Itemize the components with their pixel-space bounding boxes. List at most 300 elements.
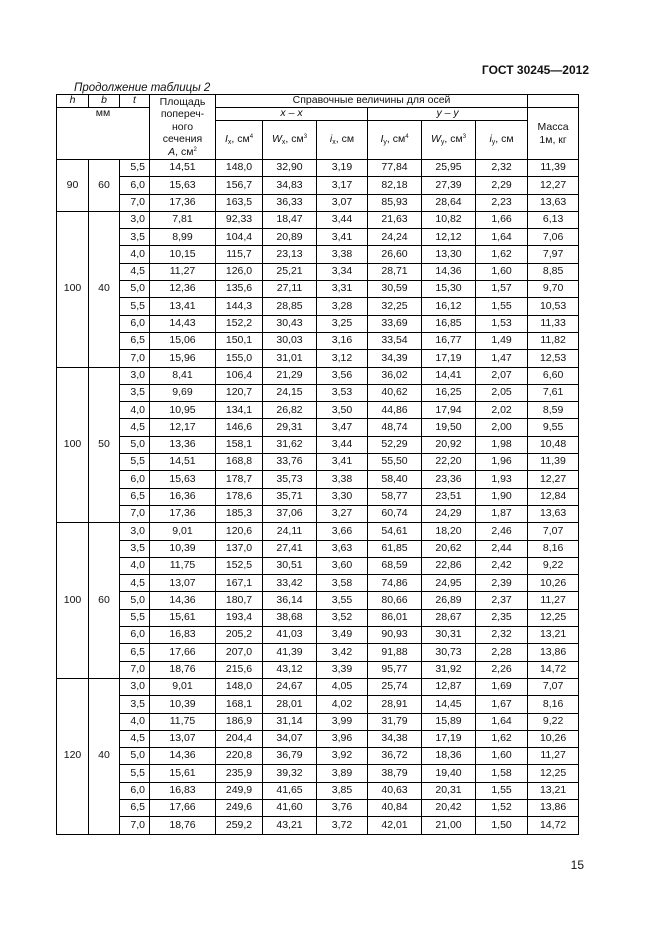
cell-wx: 24,11 (263, 523, 317, 540)
cell-rx: 3,17 (317, 177, 368, 194)
cell-wx: 28,01 (263, 696, 317, 713)
col-ry-header (476, 121, 528, 160)
cell-wy: 30,73 (422, 644, 476, 661)
cell-wy: 17,94 (422, 402, 476, 419)
cell-area: 11,75 (150, 557, 216, 574)
cell-b: 60 (89, 160, 120, 212)
cell-mass: 11,39 (528, 454, 579, 471)
cell-mass: 12,27 (528, 177, 579, 194)
cell-ry: 1,90 (476, 488, 528, 505)
table-row (57, 817, 579, 834)
cell-t: 7,0 (120, 817, 150, 834)
area-label-line1: Площадь (159, 95, 206, 108)
cell-ry: 1,64 (476, 229, 528, 246)
cell-wy: 22,86 (422, 557, 476, 574)
document-code: ГОСТ 30245—2012 (481, 63, 589, 77)
cell-ry: 2,05 (476, 384, 528, 401)
cell-t: 5,0 (120, 748, 150, 765)
cell-ix: 115,7 (216, 246, 263, 263)
cell-wx: 36,14 (263, 592, 317, 609)
cell-ix: 146,6 (216, 419, 263, 436)
col-b-header: b (89, 95, 120, 108)
cell-iy: 86,01 (368, 609, 422, 626)
cell-rx: 3,19 (317, 160, 368, 177)
cell-wx: 34,83 (263, 177, 317, 194)
cell-rx: 3,28 (317, 298, 368, 315)
iy-symbol: I (380, 133, 384, 146)
table-row (57, 402, 579, 419)
cell-ix: 168,8 (216, 454, 263, 471)
col-iy-header (368, 121, 422, 160)
cell-ix: 120,6 (216, 523, 263, 540)
cell-area: 13,07 (150, 730, 216, 747)
cell-ry: 2,28 (476, 644, 528, 661)
cell-h: 120 (57, 678, 89, 834)
cell-mass: 8,16 (528, 696, 579, 713)
cell-t: 6,0 (120, 177, 150, 194)
table-row (57, 229, 579, 246)
cell-ry: 2,39 (476, 575, 528, 592)
cell-h: 100 (57, 523, 89, 679)
cell-rx: 4,05 (317, 678, 368, 695)
cell-b: 40 (89, 211, 120, 367)
cell-wy: 23,51 (422, 488, 476, 505)
cell-mass: 7,07 (528, 678, 579, 695)
cell-ry: 1,50 (476, 817, 528, 834)
cell-iy: 26,60 (368, 246, 422, 263)
cell-wy: 20,62 (422, 540, 476, 557)
table-row (57, 627, 579, 644)
cell-area: 17,36 (150, 194, 216, 211)
col-wx-header (263, 121, 317, 160)
cell-rx: 3,39 (317, 661, 368, 678)
cell-wy: 28,67 (422, 609, 476, 626)
cell-mass: 8,59 (528, 402, 579, 419)
cell-iy: 28,91 (368, 696, 422, 713)
cell-mass: 13,86 (528, 799, 579, 816)
cell-ry: 1,62 (476, 246, 528, 263)
cell-ix: 120,7 (216, 384, 263, 401)
table-row (57, 350, 579, 367)
cell-ry: 2,29 (476, 177, 528, 194)
cell-wy: 12,12 (422, 229, 476, 246)
cell-t: 6,0 (120, 471, 150, 488)
table-row (57, 211, 579, 228)
cell-wy: 16,85 (422, 315, 476, 332)
cell-t: 5,0 (120, 281, 150, 298)
cell-iy: 28,71 (368, 263, 422, 280)
col-area-header (150, 95, 216, 160)
cell-t: 6,0 (120, 315, 150, 332)
cell-iy: 40,62 (368, 384, 422, 401)
reference-values-header: Справочные величины для осей (216, 95, 528, 108)
cell-wx: 27,41 (263, 540, 317, 557)
cell-t: 6,0 (120, 782, 150, 799)
wy-symbol: W (430, 133, 441, 146)
area-unit-sup: 2 (193, 146, 197, 153)
cell-b: 50 (89, 367, 120, 523)
cell-area: 18,76 (150, 661, 216, 678)
cell-iy: 30,59 (368, 281, 422, 298)
cell-t: 3,0 (120, 523, 150, 540)
cell-ry: 1,55 (476, 782, 528, 799)
col-ix-header (216, 121, 263, 160)
cell-rx: 4,02 (317, 696, 368, 713)
iy-sup: 4 (405, 134, 409, 141)
cell-wx: 27,11 (263, 281, 317, 298)
cell-t: 3,0 (120, 367, 150, 384)
wy-sub: y (440, 139, 445, 147)
table-row (57, 557, 579, 574)
cell-area: 9,01 (150, 523, 216, 540)
iy-sub: y (383, 139, 387, 147)
cell-area: 14,51 (150, 454, 216, 471)
cell-iy: 33,69 (368, 315, 422, 332)
cell-rx: 3,38 (317, 471, 368, 488)
cell-rx: 3,50 (317, 402, 368, 419)
cell-area: 12,36 (150, 281, 216, 298)
cell-ry: 1,66 (476, 211, 528, 228)
cell-ix: 193,4 (216, 609, 263, 626)
cell-rx: 3,72 (317, 817, 368, 834)
area-unit: , см (175, 145, 194, 158)
cell-t: 4,0 (120, 402, 150, 419)
cell-b: 60 (89, 523, 120, 679)
ix-sub: x (227, 139, 232, 147)
cell-rx: 3,25 (317, 315, 368, 332)
cell-rx: 3,49 (317, 627, 368, 644)
cell-wx: 30,43 (263, 315, 317, 332)
cell-rx: 3,34 (317, 263, 368, 280)
table-body (57, 160, 579, 835)
cell-rx: 3,92 (317, 748, 368, 765)
cell-mass: 14,72 (528, 661, 579, 678)
ry-symbol: i (489, 133, 492, 146)
cell-iy: 54,61 (368, 523, 422, 540)
cell-ix: 106,4 (216, 367, 263, 384)
cell-mass: 12,25 (528, 609, 579, 626)
cell-rx: 3,99 (317, 713, 368, 730)
cell-iy: 58,77 (368, 488, 422, 505)
cell-ix: 156,7 (216, 177, 263, 194)
table-row (57, 678, 579, 695)
cell-iy: 34,39 (368, 350, 422, 367)
cell-ix: 215,6 (216, 661, 263, 678)
cell-iy: 21,63 (368, 211, 422, 228)
cell-ry: 2,32 (476, 627, 528, 644)
cell-wy: 25,95 (422, 160, 476, 177)
col-rx-header (317, 121, 368, 160)
cell-iy: 61,85 (368, 540, 422, 557)
cell-area: 8,41 (150, 367, 216, 384)
cell-area: 15,63 (150, 177, 216, 194)
unit-mm-header: мм (57, 108, 150, 160)
table-row (57, 713, 579, 730)
cell-area: 15,06 (150, 332, 216, 349)
cell-t: 4,5 (120, 419, 150, 436)
table-row (57, 609, 579, 626)
cell-ry: 2,46 (476, 523, 528, 540)
cell-rx: 3,44 (317, 436, 368, 453)
cell-ry: 1,58 (476, 765, 528, 782)
cell-ix: 137,0 (216, 540, 263, 557)
cell-iy: 36,72 (368, 748, 422, 765)
cell-mass: 11,33 (528, 315, 579, 332)
cell-t: 4,0 (120, 557, 150, 574)
table-caption: Продолжение таблицы 2 (74, 82, 211, 94)
cell-ix: 158,1 (216, 436, 263, 453)
cell-wx: 41,65 (263, 782, 317, 799)
cell-wy: 24,29 (422, 505, 476, 522)
cell-wy: 20,92 (422, 436, 476, 453)
cell-t: 6,5 (120, 799, 150, 816)
cell-wy: 30,31 (422, 627, 476, 644)
table-row (57, 765, 579, 782)
cell-ry: 2,02 (476, 402, 528, 419)
cell-wy: 19,40 (422, 765, 476, 782)
cell-ry: 2,26 (476, 661, 528, 678)
cell-wx: 35,71 (263, 488, 317, 505)
table-row (57, 367, 579, 384)
cell-wx: 32,90 (263, 160, 317, 177)
ry-unit: , см (495, 133, 514, 146)
cell-ix: 178,6 (216, 488, 263, 505)
col-t-header: t (120, 95, 150, 108)
cell-wx: 43,12 (263, 661, 317, 678)
cell-wy: 21,00 (422, 817, 476, 834)
cell-ix: 178,7 (216, 471, 263, 488)
cell-ix: 134,1 (216, 402, 263, 419)
cell-wx: 23,13 (263, 246, 317, 263)
cell-t: 3,5 (120, 229, 150, 246)
cell-area: 15,63 (150, 471, 216, 488)
cell-ry: 2,44 (476, 540, 528, 557)
cell-wy: 18,20 (422, 523, 476, 540)
cell-iy: 68,59 (368, 557, 422, 574)
cell-wx: 26,82 (263, 402, 317, 419)
cell-iy: 95,77 (368, 661, 422, 678)
cell-wx: 41,39 (263, 644, 317, 661)
cell-t: 3,0 (120, 678, 150, 695)
cell-ix: 220,8 (216, 748, 263, 765)
cell-wx: 28,85 (263, 298, 317, 315)
cell-t: 5,0 (120, 436, 150, 453)
cell-area: 14,36 (150, 592, 216, 609)
cell-ix: 152,5 (216, 557, 263, 574)
cell-mass: 10,26 (528, 575, 579, 592)
cell-rx: 3,30 (317, 488, 368, 505)
table-row (57, 384, 579, 401)
cell-ix: 155,0 (216, 350, 263, 367)
col-wy-header (422, 121, 476, 160)
mass-header (528, 108, 579, 160)
cell-ix: 163,5 (216, 194, 263, 211)
table-header (57, 95, 579, 160)
cell-wy: 10,82 (422, 211, 476, 228)
table-row (57, 436, 579, 453)
cell-area: 17,66 (150, 799, 216, 816)
cell-mass: 8,85 (528, 263, 579, 280)
cell-t: 3,5 (120, 696, 150, 713)
cell-iy: 33,54 (368, 332, 422, 349)
cell-area: 11,27 (150, 263, 216, 280)
cell-wy: 24,95 (422, 575, 476, 592)
cell-wx: 31,62 (263, 436, 317, 453)
cell-mass: 9,70 (528, 281, 579, 298)
area-label-line2: попереч- (160, 108, 205, 121)
cell-wx: 31,01 (263, 350, 317, 367)
cell-area: 8,99 (150, 229, 216, 246)
page-number: 15 (570, 858, 584, 872)
cell-ry: 1,55 (476, 298, 528, 315)
table-row (57, 488, 579, 505)
cell-area: 14,36 (150, 748, 216, 765)
col-h-header: h (57, 95, 89, 108)
cell-mass: 13,63 (528, 505, 579, 522)
table-row (57, 730, 579, 747)
cell-rx: 3,76 (317, 799, 368, 816)
cell-area: 10,15 (150, 246, 216, 263)
cell-t: 5,5 (120, 160, 150, 177)
cell-wx: 41,03 (263, 627, 317, 644)
cell-iy: 85,93 (368, 194, 422, 211)
cell-h: 90 (57, 160, 89, 212)
cell-t: 4,0 (120, 713, 150, 730)
cell-ix: 104,4 (216, 229, 263, 246)
cell-iy: 34,38 (368, 730, 422, 747)
cell-mass: 11,27 (528, 592, 579, 609)
cell-wy: 14,36 (422, 263, 476, 280)
cell-rx: 3,42 (317, 644, 368, 661)
wy-sup: 3 (462, 134, 467, 141)
axis-y-header: y – y (368, 108, 528, 121)
cell-ix: 207,0 (216, 644, 263, 661)
cell-iy: 77,84 (368, 160, 422, 177)
cell-t: 5,5 (120, 298, 150, 315)
cell-iy: 25,74 (368, 678, 422, 695)
table-row (57, 523, 579, 540)
area-symbol: A (168, 145, 176, 158)
cell-ry: 1,87 (476, 505, 528, 522)
table-row (57, 575, 579, 592)
wx-unit: , см (285, 133, 304, 146)
cell-wy: 19,50 (422, 419, 476, 436)
cell-mass: 13,21 (528, 782, 579, 799)
table-row (57, 281, 579, 298)
cell-area: 17,36 (150, 505, 216, 522)
cell-ry: 1,93 (476, 471, 528, 488)
cell-ix: 168,1 (216, 696, 263, 713)
table-row (57, 298, 579, 315)
cell-wy: 28,64 (422, 194, 476, 211)
cell-rx: 3,56 (317, 367, 368, 384)
cell-mass: 13,63 (528, 194, 579, 211)
cell-rx: 3,44 (317, 211, 368, 228)
cell-ry: 2,07 (476, 367, 528, 384)
cell-mass: 8,16 (528, 540, 579, 557)
cell-ix: 167,1 (216, 575, 263, 592)
ry-sub: y (491, 139, 496, 147)
cell-iy: 31,79 (368, 713, 422, 730)
table-row (57, 194, 579, 211)
cell-rx: 3,16 (317, 332, 368, 349)
cell-iy: 42,01 (368, 817, 422, 834)
cell-rx: 3,31 (317, 281, 368, 298)
cell-wx: 21,29 (263, 367, 317, 384)
rx-symbol: i (329, 133, 333, 146)
cell-ix: 92,33 (216, 211, 263, 228)
cell-mass: 7,97 (528, 246, 579, 263)
cell-wy: 16,12 (422, 298, 476, 315)
cell-mass: 11,82 (528, 332, 579, 349)
cell-ix: 148,0 (216, 160, 263, 177)
cell-wx: 41,60 (263, 799, 317, 816)
table-row (57, 471, 579, 488)
cell-iy: 40,84 (368, 799, 422, 816)
cell-ry: 1,60 (476, 263, 528, 280)
cell-rx: 3,07 (317, 194, 368, 211)
mass-label-line2: 1м, кг (539, 133, 567, 146)
cell-iy: 91,88 (368, 644, 422, 661)
cell-h: 100 (57, 367, 89, 523)
cell-rx: 3,52 (317, 609, 368, 626)
cell-t: 5,5 (120, 454, 150, 471)
cell-rx: 3,38 (317, 246, 368, 263)
cell-ry: 1,60 (476, 748, 528, 765)
cell-iy: 36,02 (368, 367, 422, 384)
cell-iy: 74,86 (368, 575, 422, 592)
cell-rx: 3,41 (317, 229, 368, 246)
cell-mass: 7,61 (528, 384, 579, 401)
ix-symbol: I (224, 133, 228, 146)
table-row (57, 454, 579, 471)
cell-iy: 40,63 (368, 782, 422, 799)
cell-h: 100 (57, 211, 89, 367)
cell-t: 6,5 (120, 332, 150, 349)
cell-ix: 180,7 (216, 592, 263, 609)
ix-unit: , см (231, 133, 250, 146)
wx-sup: 3 (303, 134, 308, 141)
area-label-line4: сечения (162, 133, 203, 146)
cell-wx: 37,06 (263, 505, 317, 522)
cell-wx: 30,51 (263, 557, 317, 574)
cell-wy: 22,20 (422, 454, 476, 471)
cell-iy: 60,74 (368, 505, 422, 522)
cell-area: 9,01 (150, 678, 216, 695)
cell-t: 4,5 (120, 730, 150, 747)
rx-sub: x (332, 139, 336, 147)
cell-t: 6,5 (120, 488, 150, 505)
cell-mass: 6,60 (528, 367, 579, 384)
cell-iy: 44,86 (368, 402, 422, 419)
cell-ix: 249,6 (216, 799, 263, 816)
cell-ix: 186,9 (216, 713, 263, 730)
cell-ry: 1,69 (476, 678, 528, 695)
cell-area: 14,43 (150, 315, 216, 332)
cell-area: 12,17 (150, 419, 216, 436)
cell-area: 15,61 (150, 609, 216, 626)
cell-ix: 205,2 (216, 627, 263, 644)
cell-ry: 1,62 (476, 730, 528, 747)
cell-t: 7,0 (120, 505, 150, 522)
cell-wx: 18,47 (263, 211, 317, 228)
cell-area: 13,07 (150, 575, 216, 592)
cell-ix: 185,3 (216, 505, 263, 522)
cell-wy: 14,45 (422, 696, 476, 713)
cell-area: 11,75 (150, 713, 216, 730)
wx-sub: x (281, 139, 286, 147)
cell-ry: 1,98 (476, 436, 528, 453)
